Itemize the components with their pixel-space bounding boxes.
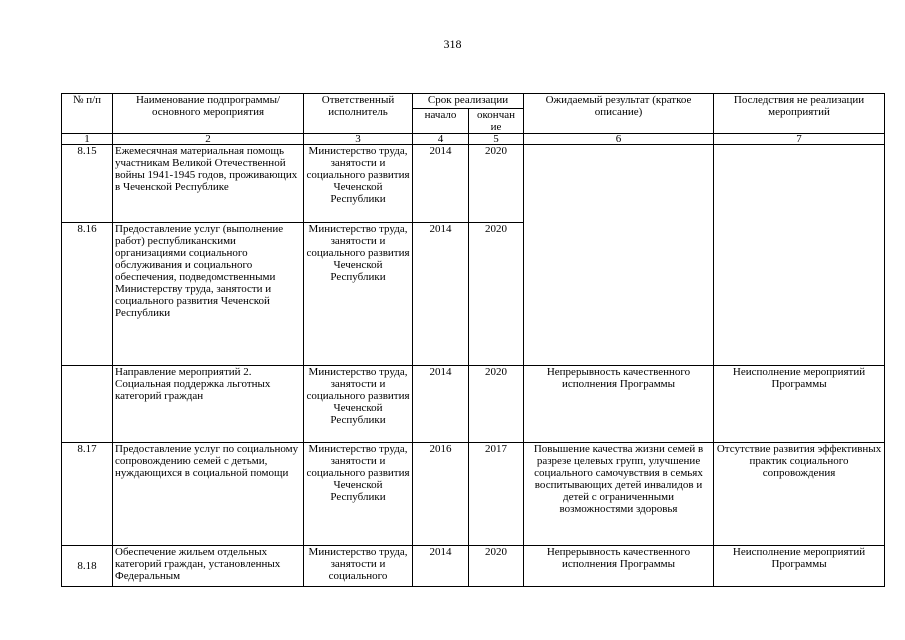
table-row: [62, 145, 885, 223]
row-executor: Министерство труда, занятости и социального развития Чеченской Республики: [304, 443, 413, 546]
row-end: 2020: [469, 546, 524, 587]
col-number: 6: [524, 134, 714, 145]
header-name: Наименование подпрограммы/ основного мероприятия: [113, 94, 304, 134]
row-consequences: Неисполнение мероприятий Программы: [714, 366, 885, 443]
row-result: Повышение качества жизни семей в разрезе целевых групп, улучшение социального самочувствия в семьях воспитывающих детей инвалидов и детей с ограниченными возможностями здоровья: [524, 443, 714, 546]
table-row: [62, 443, 885, 546]
header-result: Ожидаемый результат (краткое описание): [524, 94, 714, 134]
row-end: 2020: [469, 366, 524, 443]
row-name: Ежемесячная материальная помощь участникам Великой Отечественной войны 1941-1945 годов, проживающих в Чеченской Республике: [113, 145, 304, 223]
table-row: [62, 366, 885, 443]
header-num: № п/п: [62, 94, 113, 134]
row-start: 2014: [413, 366, 469, 443]
column-number-row: [62, 134, 885, 145]
row-executor: Министерство труда, занятости и социального развития Чеченской Республики: [304, 366, 413, 443]
row-start: 2014: [413, 546, 469, 587]
col-number: 4: [413, 134, 469, 145]
row-consequences: Неисполнение мероприятий Программы: [714, 546, 885, 587]
header-end: окончан ие: [469, 109, 524, 134]
row-consequences-empty: [714, 145, 885, 366]
header-executor: Ответственный исполнитель: [304, 94, 413, 134]
row-executor: Министерство труда, занятости и социального: [304, 546, 413, 587]
row-result: Непрерывность качественного исполнения Программы: [524, 366, 714, 443]
row-end: 2020: [469, 145, 524, 223]
row-consequences: Отсутствие развития эффективных практик социального сопровождения: [714, 443, 885, 546]
row-result-empty: [524, 145, 714, 366]
row-end: 2020: [469, 223, 524, 366]
row-num: [62, 366, 113, 443]
row-num: 8.18: [62, 546, 113, 587]
row-start: 2014: [413, 145, 469, 223]
row-num: 8.15: [62, 145, 113, 223]
row-name: Обеспечение жильем отдельных категорий граждан, установленных Федеральным: [113, 546, 304, 587]
page-number: 318: [443, 37, 462, 51]
col-number: 2: [113, 134, 304, 145]
col-number: 3: [304, 134, 413, 145]
col-number: 5: [469, 134, 524, 145]
col-number: 7: [714, 134, 885, 145]
row-num: 8.16: [62, 223, 113, 366]
row-start: 2014: [413, 223, 469, 366]
row-start: 2016: [413, 443, 469, 546]
header-start: начало: [413, 109, 469, 134]
row-executor: Министерство труда, занятости и социального развития Чеченской Республики: [304, 145, 413, 223]
table-row: [62, 546, 885, 587]
program-table: [61, 93, 885, 587]
row-executor: Министерство труда, занятости и социального развития Чеченской Республики: [304, 223, 413, 366]
row-name: Направление мероприятий 2. Социальная поддержка льготных категорий граждан: [113, 366, 304, 443]
header-consequences: Последствия не реализации мероприятий: [714, 94, 885, 134]
row-end: 2017: [469, 443, 524, 546]
row-result: Непрерывность качественного исполнения Программы: [524, 546, 714, 587]
col-number: 1: [62, 134, 113, 145]
header-term: Срок реализации: [413, 94, 524, 109]
row-name: Предоставление услуг по социальному сопровождению семей с детьми, нуждающихся в социальной помощи: [113, 443, 304, 546]
row-num: 8.17: [62, 443, 113, 546]
row-name: Предоставление услуг (выполнение работ) республиканскими организациями социального обслуживания и социального обеспечения, подведомственными Министерству труда, занятости и социального развития Чеченской Республики: [113, 223, 304, 366]
